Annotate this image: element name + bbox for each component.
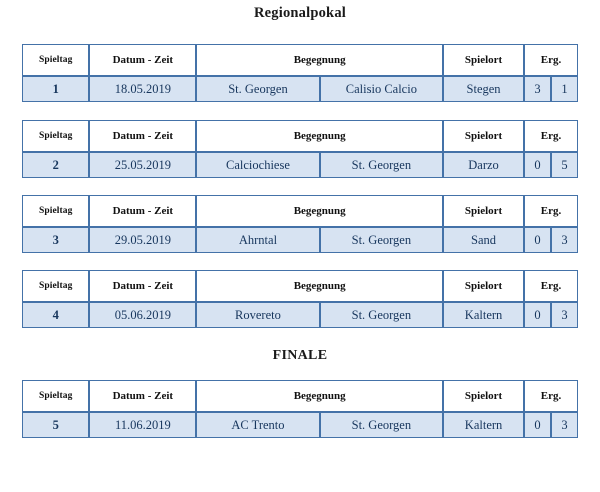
table-header-row — [22, 195, 578, 227]
cell-spieltag: 1 — [22, 76, 89, 102]
header-datum-zeit: Datum - Zeit — [89, 380, 196, 412]
cell-away-team: St. Georgen — [320, 152, 443, 178]
cell-spieltag: 2 — [22, 152, 89, 178]
header-spielort: Spielort — [443, 44, 524, 76]
match-table-final — [22, 380, 578, 438]
header-ergebnis: Erg. — [524, 120, 578, 152]
cell-spielort: Sand — [443, 227, 524, 253]
cell-home-team: St. Georgen — [196, 76, 319, 102]
spacer — [0, 364, 600, 380]
cell-goals-away: 3 — [551, 227, 578, 253]
table-row — [22, 302, 578, 328]
table-header-row — [22, 380, 578, 412]
header-datum-zeit: Datum - Zeit — [89, 195, 196, 227]
cell-datum: 05.06.2019 — [89, 302, 196, 328]
match-table-2 — [22, 120, 578, 178]
cell-goals-away: 5 — [551, 152, 578, 178]
header-spieltag: Spieltag — [22, 120, 89, 152]
header-spieltag: Spieltag — [22, 195, 89, 227]
cell-goals-away: 1 — [551, 76, 578, 102]
header-spieltag: Spieltag — [22, 270, 89, 302]
header-spielort: Spielort — [443, 195, 524, 227]
header-spieltag: Spieltag — [22, 380, 89, 412]
header-begegnung: Begegnung — [196, 195, 443, 227]
header-begegnung: Begegnung — [196, 120, 443, 152]
table-row — [22, 227, 578, 253]
table-row — [22, 152, 578, 178]
cell-away-team: Calisio Calcio — [320, 76, 443, 102]
header-ergebnis: Erg. — [524, 380, 578, 412]
spacer — [0, 22, 600, 44]
cell-datum: 25.05.2019 — [89, 152, 196, 178]
final-heading: FINALE — [272, 348, 328, 363]
header-spielort: Spielort — [443, 120, 524, 152]
header-datum-zeit: Datum - Zeit — [89, 120, 196, 152]
cell-spieltag: 3 — [22, 227, 89, 253]
table-header-row — [22, 120, 578, 152]
header-begegnung: Begegnung — [196, 380, 443, 412]
cell-goals-home: 3 — [524, 76, 551, 102]
table-header-row — [22, 44, 578, 76]
cell-datum: 11.06.2019 — [89, 412, 196, 438]
table-row — [22, 76, 578, 102]
spacer — [0, 102, 600, 120]
header-begegnung: Begegnung — [196, 270, 443, 302]
header-begegnung: Begegnung — [196, 44, 443, 76]
spacer — [0, 328, 600, 348]
header-spielort: Spielort — [443, 270, 524, 302]
page-title: Regionalpokal — [253, 5, 347, 21]
cell-datum: 29.05.2019 — [89, 227, 196, 253]
cell-spieltag: 4 — [22, 302, 89, 328]
cell-goals-home: 0 — [524, 302, 551, 328]
cell-spielort: Darzo — [443, 152, 524, 178]
table-row — [22, 412, 578, 438]
table-header-row — [22, 270, 578, 302]
header-datum-zeit: Datum - Zeit — [89, 270, 196, 302]
header-spieltag: Spieltag — [22, 44, 89, 76]
cell-goals-home: 0 — [524, 412, 551, 438]
cell-away-team: St. Georgen — [320, 412, 443, 438]
cell-spielort: Kaltern — [443, 302, 524, 328]
header-ergebnis: Erg. — [524, 195, 578, 227]
cell-spielort: Stegen — [443, 76, 524, 102]
header-ergebnis: Erg. — [524, 44, 578, 76]
header-datum-zeit: Datum - Zeit — [89, 44, 196, 76]
spacer — [0, 253, 600, 270]
cell-home-team: Ahrntal — [196, 227, 319, 253]
cell-goals-home: 0 — [524, 227, 551, 253]
header-ergebnis: Erg. — [524, 270, 578, 302]
match-table-3 — [22, 195, 578, 253]
cell-goals-away: 3 — [551, 412, 578, 438]
header-spielort: Spielort — [443, 380, 524, 412]
cell-goals-home: 0 — [524, 152, 551, 178]
cell-spielort: Kaltern — [443, 412, 524, 438]
cell-spieltag: 5 — [22, 412, 89, 438]
cell-datum: 18.05.2019 — [89, 76, 196, 102]
cell-away-team: St. Georgen — [320, 227, 443, 253]
cell-home-team: Rovereto — [196, 302, 319, 328]
cell-away-team: St. Georgen — [320, 302, 443, 328]
match-table-1 — [22, 44, 578, 102]
cell-goals-away: 3 — [551, 302, 578, 328]
cell-home-team: Calciochiese — [196, 152, 319, 178]
match-table-4 — [22, 270, 578, 328]
spacer — [0, 178, 600, 195]
cell-home-team: AC Trento — [196, 412, 319, 438]
